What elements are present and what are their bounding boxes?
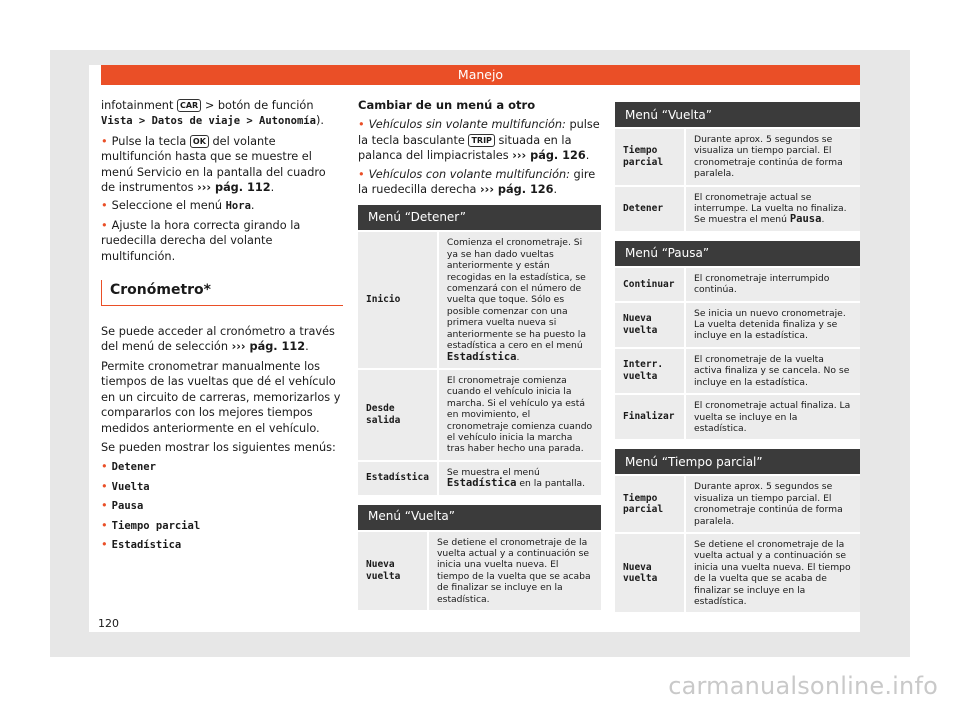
paragraph: Se puede acceder al cronómetro a través del menú de selección ››› pág. 112. bbox=[101, 325, 335, 354]
table-row: Detener El cronometraje actual se interrumpe. La vuelta no finaliza. Se muestra el menú Pausa. bbox=[615, 186, 860, 231]
paragraph: Se pueden mostrar los siguientes menús: bbox=[101, 440, 336, 454]
bullet-icon: • bbox=[101, 199, 108, 213]
page-number: 120 bbox=[98, 617, 119, 630]
column-left bbox=[101, 98, 343, 556]
bullet-icon: • bbox=[358, 118, 365, 132]
list-item: • Seleccione el menú Hora. bbox=[101, 199, 255, 213]
menu-list bbox=[101, 459, 343, 553]
list-item: • Estadística bbox=[101, 537, 182, 551]
table-row: Desde salida El cronometraje comienza cuando el vehículo inicia la marcha. Si el vehículo ya está en movimiento, el cronometraje comienza cuando el vehículo inicia la marcha tras haber hecho una parada. bbox=[358, 369, 601, 461]
table-row: Nueva vuelta Se detiene el cronometraje de la vuelta actual y a continuación se inicia una vuelta nueva. El tiempo de la vuelta que se acaba de finalizar se incluye en la estadística. bbox=[358, 531, 601, 610]
list-item: • Ajuste la hora correcta girando la ruedecilla derecha del volante multifunción. bbox=[101, 218, 301, 263]
trip-key-icon: TRIP bbox=[468, 134, 494, 147]
section-title: Cronómetro* bbox=[101, 280, 343, 306]
page-reference-link[interactable]: ››› pág. 126 bbox=[480, 183, 554, 197]
subheading: Cambiar de un menú a otro bbox=[358, 98, 536, 112]
table-title: Menú “Detener” bbox=[358, 205, 601, 231]
table-menu-vuelta bbox=[358, 505, 601, 610]
table-title: Menú “Pausa” bbox=[615, 241, 860, 267]
column-middle bbox=[358, 98, 601, 620]
menu-path: Vista > Datos de viaje > Autonomía bbox=[101, 115, 316, 128]
column-right bbox=[615, 98, 860, 622]
ok-key-icon: OK bbox=[190, 135, 209, 148]
list-item: • Tiempo parcial bbox=[101, 518, 201, 532]
table-row: Nueva vuelta Se detiene el cronometraje de la vuelta actual y a continuación se inicia una vuelta nueva. El tiempo de la vuelta que se acaba de finalizar se incluye en la estadística. bbox=[615, 533, 860, 612]
table-row: Finalizar El cronometraje actual finaliza. La vuelta se incluye en la estadística. bbox=[615, 394, 860, 439]
table-row: Interr. vuelta El cronometraje de la vuelta activa finaliza y se cancela. No se incluye en la estadística. bbox=[615, 348, 860, 394]
table-menu-tiempo-parcial bbox=[615, 449, 860, 612]
list-item: • Vuelta bbox=[101, 479, 150, 493]
bullet-icon: • bbox=[101, 479, 108, 493]
table-row: Tiempo parcial Durante aprox. 5 segundos se visualiza un tiempo parcial. El cronometraje continúa de forma paralela. bbox=[615, 128, 860, 186]
table-row: Tiempo parcial Durante aprox. 5 segundos se visualiza un tiempo parcial. El cronometraje continúa de forma paralela. bbox=[615, 475, 860, 533]
table-row: Inicio Comienza el cronometraje. Si ya se han dado vueltas anteriormente y están recogidas en la estadística, se comenzará con el número de vuelta que toque. Sólo es posible comenzar con una primera vuelta nueva si anteriormente se ha puesto la estadística a cero en el menú Estadística. bbox=[358, 231, 601, 368]
page-reference-link[interactable]: ››› pág. 112 bbox=[231, 340, 306, 354]
table-menu-detener bbox=[358, 205, 601, 494]
list-item: • Vehículos con volante multifunción: gire la ruedecilla derecha ››› pág. 126. bbox=[358, 167, 596, 197]
list-item: • Pulse la tecla OK del volante multifunción hasta que se muestre el menú Servicio en la pantalla del cuadro de instrumentos ››› pág. 112. bbox=[101, 134, 326, 195]
chapter-header: Manejo bbox=[101, 65, 860, 85]
bullet-icon: • bbox=[101, 134, 108, 148]
table-title: Menú “Tiempo parcial” bbox=[615, 449, 860, 475]
list-item: • Vehículos sin volante multifunción: pulse la tecla basculante TRIP situada en la palanca del limpiacristales ››› pág. 126. bbox=[358, 118, 600, 163]
table-row: Continuar El cronometraje interrumpido continúa. bbox=[615, 267, 860, 302]
car-key-icon: CAR bbox=[177, 99, 201, 112]
bullet-icon: • bbox=[358, 167, 365, 181]
table-title: Menú “Vuelta” bbox=[615, 102, 860, 128]
list-item: • Detener bbox=[101, 460, 156, 474]
bullet-icon: • bbox=[101, 518, 108, 532]
table-row: Nueva vuelta Se inicia un nuevo cronometraje. La vuelta detenida finaliza y se incluye en la estadística. bbox=[615, 302, 860, 348]
table-menu-pausa bbox=[615, 241, 860, 439]
table-menu-vuelta-cont bbox=[615, 102, 860, 231]
paragraph: Permite cronometrar manualmente los tiempos de las vueltas que dé el vehículo en un circuito de carreras, memorizarlos y compararlos con los mejores tiempos medidos anteriormente en el vehículo. bbox=[101, 359, 341, 435]
bullet-icon: • bbox=[101, 218, 108, 232]
page-reference-link[interactable]: ››› pág. 126 bbox=[512, 149, 586, 163]
table-title: Menú “Vuelta” bbox=[358, 505, 601, 531]
table-row: Estadística Se muestra el menú Estadística en la pantalla. bbox=[358, 461, 601, 495]
page-reference-link[interactable]: ››› pág. 112 bbox=[197, 181, 271, 195]
intro-paragraph: infotainment CAR > botón de función Vista > Datos de viaje > Autonomía). bbox=[101, 99, 324, 128]
list-item: • Pausa bbox=[101, 499, 144, 513]
bullet-icon: • bbox=[101, 499, 108, 513]
bullet-icon: • bbox=[101, 537, 108, 551]
bullet-icon: • bbox=[101, 460, 108, 474]
watermark: carmanualsonline.info bbox=[668, 672, 938, 700]
